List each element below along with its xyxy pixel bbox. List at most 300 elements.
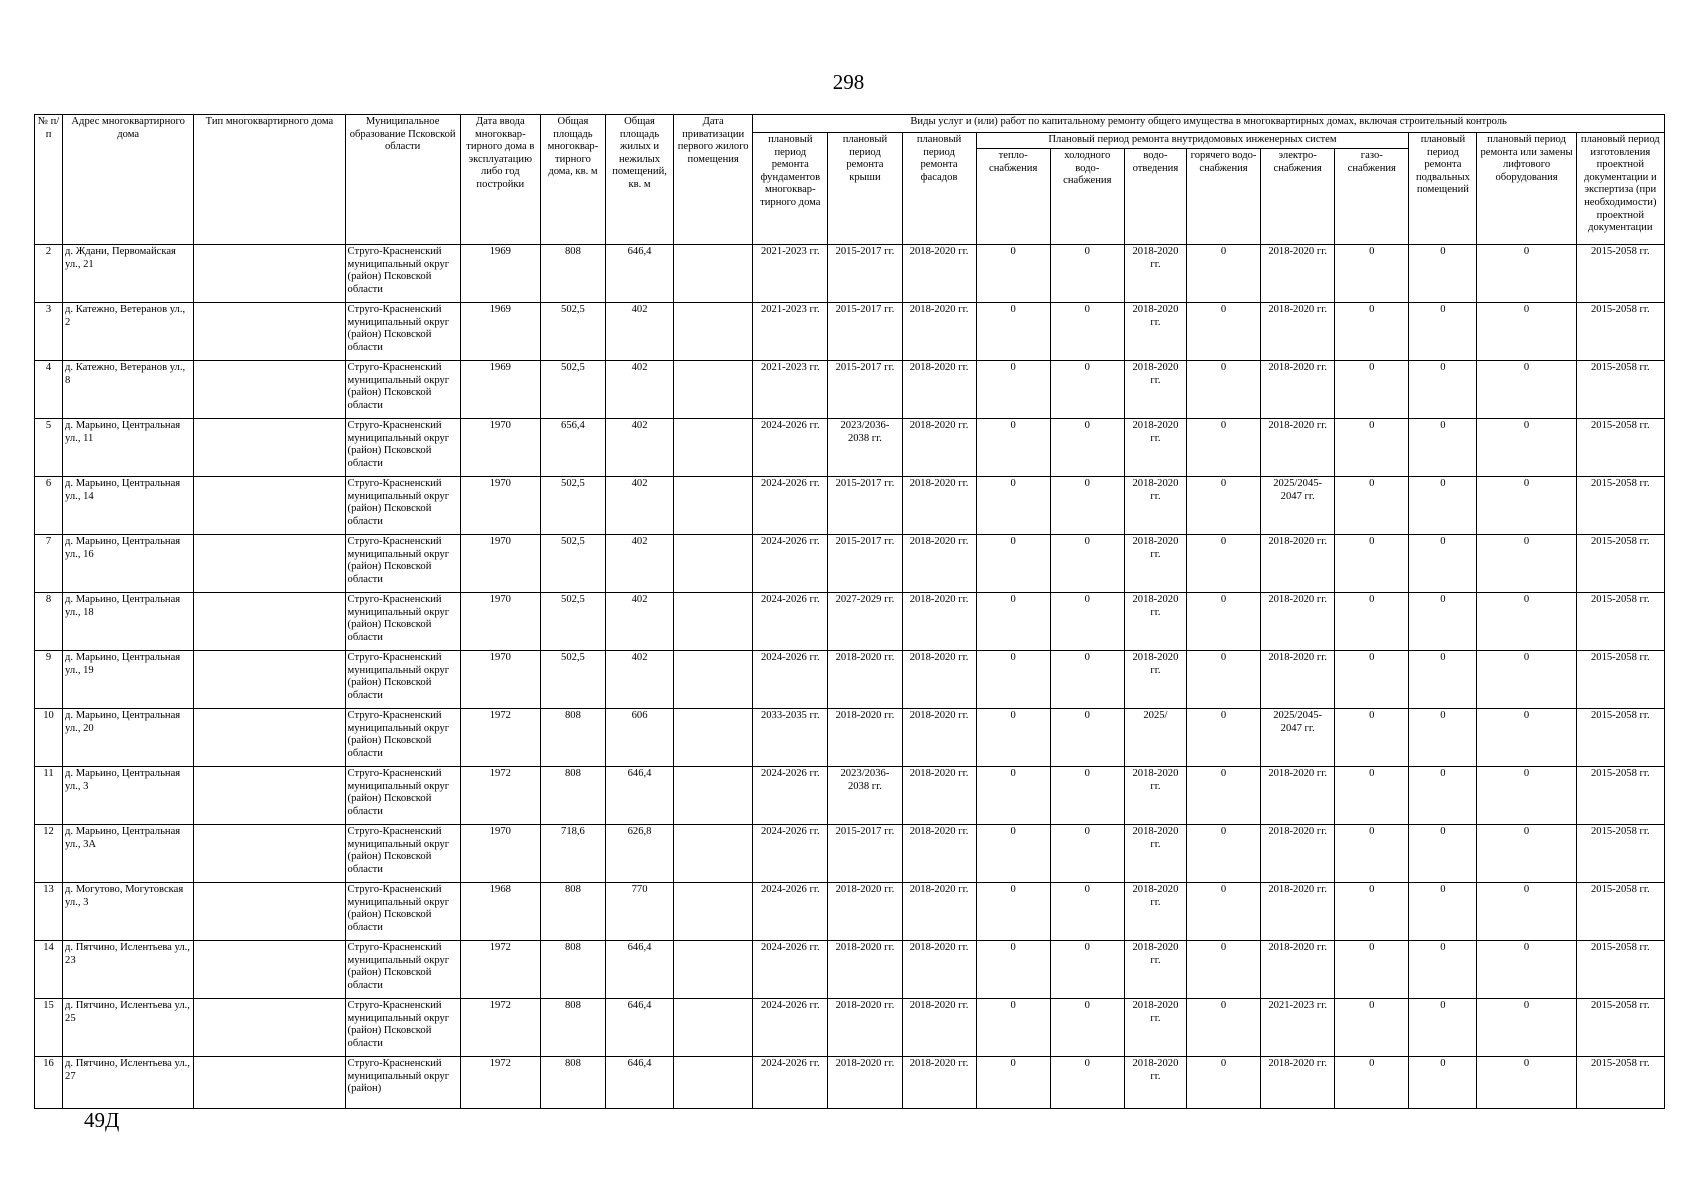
cell-sewer: 2018-2020 гг. — [1124, 303, 1186, 361]
cell-gas: 0 — [1335, 477, 1409, 535]
cell-sewer: 2018-2020 гг. — [1124, 651, 1186, 709]
header-address: Адрес многоквартирного дома — [63, 115, 194, 245]
cell-elevator: 0 — [1477, 651, 1576, 709]
cell-foundation: 2024-2026 гг. — [753, 535, 828, 593]
cell-design-docs: 2015-2058 гг. — [1576, 651, 1664, 709]
cell-hot-water: 0 — [1186, 361, 1260, 419]
cell-foundation: 2021-2023 гг. — [753, 303, 828, 361]
cell-living-area: 402 — [606, 651, 674, 709]
cell-foundation: 2024-2026 гг. — [753, 825, 828, 883]
cell-sewer: 2018-2020 гг. — [1124, 999, 1186, 1057]
cell-year: 1969 — [460, 361, 540, 419]
cell-num: 2 — [35, 245, 63, 303]
cell-municipality: Струго-Красненский муниципальный округ (район) Псковской области — [345, 419, 460, 477]
cell-living-area: 402 — [606, 593, 674, 651]
cell-heat: 0 — [976, 303, 1050, 361]
table-row — [35, 883, 1665, 941]
cell-living-area: 770 — [606, 883, 674, 941]
cell-living-area: 402 — [606, 477, 674, 535]
cell-num: 9 — [35, 651, 63, 709]
cell-address: д. Марьино, Центральная ул., 11 — [63, 419, 194, 477]
cell-total-area: 502,5 — [540, 593, 605, 651]
cell-type — [194, 1057, 345, 1109]
header-design-docs: плановый период изготовления проектной документации и экспертиза (при необходимости) проектной документации — [1576, 133, 1664, 245]
cell-gas: 0 — [1335, 651, 1409, 709]
table-row — [35, 419, 1665, 477]
cell-basement: 0 — [1409, 825, 1477, 883]
cell-facade: 2018-2020 гг. — [902, 303, 976, 361]
cell-address: д. Марьино, Центральная ул., 20 — [63, 709, 194, 767]
cell-total-area: 656,4 — [540, 419, 605, 477]
cell-heat: 0 — [976, 941, 1050, 999]
cell-foundation: 2024-2026 гг. — [753, 883, 828, 941]
cell-roof: 2015-2017 гг. — [828, 825, 902, 883]
cell-gas: 0 — [1335, 941, 1409, 999]
cell-basement: 0 — [1409, 245, 1477, 303]
cell-heat: 0 — [976, 477, 1050, 535]
cell-living-area: 646,4 — [606, 767, 674, 825]
cell-design-docs: 2015-2058 гг. — [1576, 535, 1664, 593]
cell-privatization — [674, 1057, 753, 1109]
cell-heat: 0 — [976, 999, 1050, 1057]
cell-living-area: 402 — [606, 419, 674, 477]
cell-facade: 2018-2020 гг. — [902, 999, 976, 1057]
cell-elevator: 0 — [1477, 477, 1576, 535]
cell-basement: 0 — [1409, 593, 1477, 651]
cell-privatization — [674, 245, 753, 303]
capital-repair-table-wrapper — [34, 114, 1665, 1109]
cell-num: 7 — [35, 535, 63, 593]
cell-foundation: 2021-2023 гг. — [753, 361, 828, 419]
cell-elevator: 0 — [1477, 883, 1576, 941]
header-sewer: водо-отведения — [1124, 149, 1186, 245]
cell-facade: 2018-2020 гг. — [902, 825, 976, 883]
cell-municipality: Струго-Красненский муниципальный округ (район) Псковской области — [345, 825, 460, 883]
cell-total-area: 808 — [540, 1057, 605, 1109]
cell-total-area: 808 — [540, 883, 605, 941]
cell-facade: 2018-2020 гг. — [902, 941, 976, 999]
cell-heat: 0 — [976, 767, 1050, 825]
cell-heat: 0 — [976, 419, 1050, 477]
cell-sewer: 2018-2020 гг. — [1124, 883, 1186, 941]
header-num: № п/п — [35, 115, 63, 245]
cell-num: 8 — [35, 593, 63, 651]
cell-hot-water: 0 — [1186, 709, 1260, 767]
cell-gas: 0 — [1335, 999, 1409, 1057]
cell-elevator: 0 — [1477, 361, 1576, 419]
cell-year: 1972 — [460, 941, 540, 999]
cell-heat: 0 — [976, 1057, 1050, 1109]
cell-address: д. Марьино, Центральная ул., 19 — [63, 651, 194, 709]
cell-heat: 0 — [976, 709, 1050, 767]
cell-total-area: 718,6 — [540, 825, 605, 883]
table-row — [35, 303, 1665, 361]
cell-privatization — [674, 593, 753, 651]
cell-hot-water: 0 — [1186, 245, 1260, 303]
header-living-area: Общая площадь жилых и нежилых помещений, кв. м — [606, 115, 674, 245]
cell-roof: 2018-2020 гг. — [828, 941, 902, 999]
capital-repair-table — [34, 114, 1665, 1109]
table-row — [35, 593, 1665, 651]
cell-municipality: Струго-Красненский муниципальный округ (район) Псковской области — [345, 593, 460, 651]
cell-cold-water: 0 — [1050, 477, 1124, 535]
cell-cold-water: 0 — [1050, 361, 1124, 419]
cell-elevator: 0 — [1477, 825, 1576, 883]
cell-address: д. Могутово, Могутовская ул., 3 — [63, 883, 194, 941]
table-row — [35, 1057, 1665, 1109]
cell-basement: 0 — [1409, 535, 1477, 593]
cell-address: д. Марьино, Центральная ул., 18 — [63, 593, 194, 651]
cell-hot-water: 0 — [1186, 651, 1260, 709]
cell-living-area: 402 — [606, 361, 674, 419]
cell-hot-water: 0 — [1186, 941, 1260, 999]
cell-year: 1969 — [460, 303, 540, 361]
cell-design-docs: 2015-2058 гг. — [1576, 361, 1664, 419]
cell-municipality: Струго-Красненский муниципальный округ (район) Псковской области — [345, 999, 460, 1057]
cell-privatization — [674, 303, 753, 361]
cell-gas: 0 — [1335, 361, 1409, 419]
table-row — [35, 651, 1665, 709]
cell-sewer: 2018-2020 гг. — [1124, 245, 1186, 303]
cell-elevator: 0 — [1477, 941, 1576, 999]
cell-municipality: Струго-Красненский муниципальный округ (район) Псковской области — [345, 767, 460, 825]
cell-facade: 2018-2020 гг. — [902, 709, 976, 767]
cell-heat: 0 — [976, 361, 1050, 419]
header-roof: плановый период ремонта крыши — [828, 133, 902, 245]
cell-total-area: 502,5 — [540, 477, 605, 535]
header-electric: электро-снабжения — [1261, 149, 1335, 245]
page-number: 298 — [832, 70, 865, 94]
cell-heat: 0 — [976, 245, 1050, 303]
cell-facade: 2018-2020 гг. — [902, 535, 976, 593]
cell-foundation: 2021-2023 гг. — [753, 245, 828, 303]
cell-design-docs: 2015-2058 гг. — [1576, 941, 1664, 999]
cell-elevator: 0 — [1477, 709, 1576, 767]
cell-total-area: 808 — [540, 941, 605, 999]
cell-facade: 2018-2020 гг. — [902, 883, 976, 941]
cell-gas: 0 — [1335, 767, 1409, 825]
cell-foundation: 2033-2035 гг. — [753, 709, 828, 767]
cell-year: 1970 — [460, 535, 540, 593]
cell-num: 12 — [35, 825, 63, 883]
cell-sewer: 2025/ — [1124, 709, 1186, 767]
cell-address: д. Пятчино, Ислентьева ул., 27 — [63, 1057, 194, 1109]
cell-sewer: 2018-2020 гг. — [1124, 535, 1186, 593]
cell-municipality: Струго-Красненский муниципальный округ (район) Псковской области — [345, 303, 460, 361]
cell-year: 1970 — [460, 419, 540, 477]
cell-address: д. Пятчино, Ислентьева ул., 23 — [63, 941, 194, 999]
cell-num: 13 — [35, 883, 63, 941]
cell-elevator: 0 — [1477, 999, 1576, 1057]
cell-electric: 2018-2020 гг. — [1261, 361, 1335, 419]
cell-address: д. Катежно, Ветеранов ул., 2 — [63, 303, 194, 361]
cell-hot-water: 0 — [1186, 825, 1260, 883]
table-row — [35, 477, 1665, 535]
cell-cold-water: 0 — [1050, 1057, 1124, 1109]
cell-type — [194, 535, 345, 593]
cell-address: д. Марьино, Центральная ул., 14 — [63, 477, 194, 535]
cell-address: д. Марьино, Центральная ул., 3А — [63, 825, 194, 883]
cell-hot-water: 0 — [1186, 477, 1260, 535]
cell-type — [194, 419, 345, 477]
cell-living-area: 402 — [606, 535, 674, 593]
cell-living-area: 606 — [606, 709, 674, 767]
cell-foundation: 2024-2026 гг. — [753, 651, 828, 709]
cell-type — [194, 477, 345, 535]
cell-elevator: 0 — [1477, 767, 1576, 825]
table-row — [35, 941, 1665, 999]
cell-gas: 0 — [1335, 825, 1409, 883]
cell-roof: 2015-2017 гг. — [828, 477, 902, 535]
cell-cold-water: 0 — [1050, 883, 1124, 941]
header-privatization-date: Дата приватизации первого жилого помещения — [674, 115, 753, 245]
cell-sewer: 2018-2020 гг. — [1124, 419, 1186, 477]
cell-electric: 2025/2045-2047 гг. — [1261, 477, 1335, 535]
cell-address: д. Марьино, Центральная ул., 3 — [63, 767, 194, 825]
cell-electric: 2021-2023 гг. — [1261, 999, 1335, 1057]
cell-sewer: 2018-2020 гг. — [1124, 767, 1186, 825]
cell-address: д. Пятчино, Ислентьева ул., 25 — [63, 999, 194, 1057]
cell-num: 15 — [35, 999, 63, 1057]
cell-foundation: 2024-2026 гг. — [753, 941, 828, 999]
cell-roof: 2023/2036-2038 гг. — [828, 419, 902, 477]
cell-municipality: Струго-Красненский муниципальный округ (район) Псковской области — [345, 361, 460, 419]
cell-sewer: 2018-2020 гг. — [1124, 477, 1186, 535]
cell-design-docs: 2015-2058 гг. — [1576, 303, 1664, 361]
cell-privatization — [674, 361, 753, 419]
cell-electric: 2018-2020 гг. — [1261, 767, 1335, 825]
cell-foundation: 2024-2026 гг. — [753, 477, 828, 535]
cell-basement: 0 — [1409, 883, 1477, 941]
cell-total-area: 808 — [540, 999, 605, 1057]
cell-year: 1972 — [460, 709, 540, 767]
cell-heat: 0 — [976, 593, 1050, 651]
cell-cold-water: 0 — [1050, 767, 1124, 825]
cell-address: д. Марьино, Центральная ул., 16 — [63, 535, 194, 593]
cell-cold-water: 0 — [1050, 651, 1124, 709]
table-row — [35, 535, 1665, 593]
cell-gas: 0 — [1335, 883, 1409, 941]
header-works-group: Виды услуг и (или) работ по капитальному ремонту общего имущества в многоквартирных домах, включая строительный контроль — [753, 115, 1665, 133]
header-commission-date: Дата ввода многоквар-тирного дома в эксплуатацию либо год постройки — [460, 115, 540, 245]
cell-living-area: 646,4 — [606, 999, 674, 1057]
cell-year: 1970 — [460, 651, 540, 709]
cell-electric: 2018-2020 гг. — [1261, 303, 1335, 361]
cell-municipality: Струго-Красненский муниципальный округ (район) Псковской области — [345, 709, 460, 767]
cell-gas: 0 — [1335, 245, 1409, 303]
cell-living-area: 646,4 — [606, 245, 674, 303]
cell-roof: 2015-2017 гг. — [828, 535, 902, 593]
cell-roof: 2027-2029 гг. — [828, 593, 902, 651]
cell-heat: 0 — [976, 651, 1050, 709]
cell-cold-water: 0 — [1050, 535, 1124, 593]
cell-gas: 0 — [1335, 593, 1409, 651]
cell-municipality: Струго-Красненский муниципальный округ (район) Псковской области — [345, 477, 460, 535]
cell-hot-water: 0 — [1186, 303, 1260, 361]
cell-sewer: 2018-2020 гг. — [1124, 825, 1186, 883]
cell-design-docs: 2015-2058 гг. — [1576, 999, 1664, 1057]
cell-gas: 0 — [1335, 303, 1409, 361]
table-row — [35, 245, 1665, 303]
cell-design-docs: 2015-2058 гг. — [1576, 593, 1664, 651]
cell-foundation: 2024-2026 гг. — [753, 419, 828, 477]
cell-type — [194, 303, 345, 361]
cell-basement: 0 — [1409, 941, 1477, 999]
cell-roof: 2023/2036-2038 гг. — [828, 767, 902, 825]
cell-address: д. Ждани, Первомайская ул., 21 — [63, 245, 194, 303]
cell-year: 1970 — [460, 593, 540, 651]
cell-elevator: 0 — [1477, 535, 1576, 593]
table-row — [35, 361, 1665, 419]
cell-electric: 2018-2020 гг. — [1261, 651, 1335, 709]
cell-num: 5 — [35, 419, 63, 477]
cell-total-area: 502,5 — [540, 361, 605, 419]
cell-basement: 0 — [1409, 709, 1477, 767]
header-elevator: плановый период ремонта или замены лифтового оборудования — [1477, 133, 1576, 245]
cell-facade: 2018-2020 гг. — [902, 1057, 976, 1109]
cell-cold-water: 0 — [1050, 245, 1124, 303]
cell-foundation: 2024-2026 гг. — [753, 1057, 828, 1109]
cell-living-area: 402 — [606, 303, 674, 361]
cell-electric: 2018-2020 гг. — [1261, 941, 1335, 999]
header-gas: газо-снабжения — [1335, 149, 1409, 245]
cell-sewer: 2018-2020 гг. — [1124, 1057, 1186, 1109]
header-facade: плановый период ремонта фасадов — [902, 133, 976, 245]
cell-type — [194, 361, 345, 419]
cell-type — [194, 999, 345, 1057]
cell-year: 1968 — [460, 883, 540, 941]
cell-num: 11 — [35, 767, 63, 825]
cell-elevator: 0 — [1477, 419, 1576, 477]
cell-elevator: 0 — [1477, 303, 1576, 361]
cell-roof: 2015-2017 гг. — [828, 303, 902, 361]
cell-year: 1972 — [460, 767, 540, 825]
cell-facade: 2018-2020 гг. — [902, 593, 976, 651]
cell-design-docs: 2015-2058 гг. — [1576, 477, 1664, 535]
cell-basement: 0 — [1409, 419, 1477, 477]
cell-gas: 0 — [1335, 419, 1409, 477]
cell-cold-water: 0 — [1050, 303, 1124, 361]
cell-foundation: 2024-2026 гг. — [753, 767, 828, 825]
cell-year: 1969 — [460, 245, 540, 303]
cell-cold-water: 0 — [1050, 593, 1124, 651]
cell-roof: 2015-2017 гг. — [828, 361, 902, 419]
header-type: Тип многоквартирного дома — [194, 115, 345, 245]
cell-roof: 2018-2020 гг. — [828, 1057, 902, 1109]
cell-living-area: 646,4 — [606, 1057, 674, 1109]
cell-design-docs: 2015-2058 гг. — [1576, 419, 1664, 477]
cell-design-docs: 2015-2058 гг. — [1576, 1057, 1664, 1109]
cell-design-docs: 2015-2058 гг. — [1576, 709, 1664, 767]
cell-total-area: 808 — [540, 709, 605, 767]
table-row — [35, 767, 1665, 825]
cell-gas: 0 — [1335, 709, 1409, 767]
cell-year: 1970 — [460, 825, 540, 883]
cell-type — [194, 245, 345, 303]
cell-num: 10 — [35, 709, 63, 767]
cell-privatization — [674, 767, 753, 825]
cell-cold-water: 0 — [1050, 825, 1124, 883]
cell-privatization — [674, 999, 753, 1057]
cell-design-docs: 2015-2058 гг. — [1576, 767, 1664, 825]
cell-electric: 2018-2020 гг. — [1261, 883, 1335, 941]
cell-cold-water: 0 — [1050, 999, 1124, 1057]
cell-type — [194, 709, 345, 767]
cell-hot-water: 0 — [1186, 767, 1260, 825]
cell-type — [194, 825, 345, 883]
header-total-area: Общая площадь многоквар-тирного дома, кв. м — [540, 115, 605, 245]
cell-facade: 2018-2020 гг. — [902, 245, 976, 303]
cell-hot-water: 0 — [1186, 883, 1260, 941]
cell-roof: 2015-2017 гг. — [828, 245, 902, 303]
table-row — [35, 999, 1665, 1057]
footer-code: 49Д — [84, 1108, 120, 1132]
header-hot-water: горячего водо-снабжения — [1186, 149, 1260, 245]
cell-year: 1970 — [460, 477, 540, 535]
cell-hot-water: 0 — [1186, 419, 1260, 477]
cell-cold-water: 0 — [1050, 419, 1124, 477]
cell-gas: 0 — [1335, 535, 1409, 593]
cell-sewer: 2018-2020 гг. — [1124, 941, 1186, 999]
cell-foundation: 2024-2026 гг. — [753, 593, 828, 651]
cell-electric: 2018-2020 гг. — [1261, 535, 1335, 593]
cell-design-docs: 2015-2058 гг. — [1576, 245, 1664, 303]
cell-roof: 2018-2020 гг. — [828, 651, 902, 709]
cell-municipality: Струго-Красненский муниципальный округ (район) Псковской области — [345, 245, 460, 303]
cell-num: 16 — [35, 1057, 63, 1109]
cell-basement: 0 — [1409, 477, 1477, 535]
cell-municipality: Струго-Красненский муниципальный округ (район) Псковской области — [345, 883, 460, 941]
cell-municipality: Струго-Красненский муниципальный округ (район) Псковской области — [345, 535, 460, 593]
cell-basement: 0 — [1409, 999, 1477, 1057]
cell-hot-water: 0 — [1186, 1057, 1260, 1109]
cell-hot-water: 0 — [1186, 999, 1260, 1057]
cell-basement: 0 — [1409, 1057, 1477, 1109]
cell-electric: 2018-2020 гг. — [1261, 1057, 1335, 1109]
cell-privatization — [674, 419, 753, 477]
cell-type — [194, 767, 345, 825]
cell-design-docs: 2015-2058 гг. — [1576, 883, 1664, 941]
cell-total-area: 502,5 — [540, 303, 605, 361]
cell-heat: 0 — [976, 825, 1050, 883]
cell-roof: 2018-2020 гг. — [828, 709, 902, 767]
cell-type — [194, 883, 345, 941]
cell-num: 3 — [35, 303, 63, 361]
cell-privatization — [674, 709, 753, 767]
header-basement: плановый период ремонта подвальных помещений — [1409, 133, 1477, 245]
cell-num: 4 — [35, 361, 63, 419]
cell-total-area: 808 — [540, 245, 605, 303]
cell-basement: 0 — [1409, 303, 1477, 361]
cell-type — [194, 651, 345, 709]
header-foundation: плановый период ремонта фундаментов многоквар-тирного дома — [753, 133, 828, 245]
cell-facade: 2018-2020 гг. — [902, 767, 976, 825]
cell-roof: 2018-2020 гг. — [828, 883, 902, 941]
cell-gas: 0 — [1335, 1057, 1409, 1109]
cell-privatization — [674, 941, 753, 999]
table-body — [35, 245, 1665, 1109]
cell-foundation: 2024-2026 гг. — [753, 999, 828, 1057]
cell-facade: 2018-2020 гг. — [902, 651, 976, 709]
cell-electric: 2018-2020 гг. — [1261, 419, 1335, 477]
cell-basement: 0 — [1409, 651, 1477, 709]
cell-cold-water: 0 — [1050, 941, 1124, 999]
cell-electric: 2025/2045-2047 гг. — [1261, 709, 1335, 767]
cell-type — [194, 941, 345, 999]
cell-sewer: 2018-2020 гг. — [1124, 593, 1186, 651]
cell-year: 1972 — [460, 1057, 540, 1109]
header-municipality: Муниципальное образование Псковской области — [345, 115, 460, 245]
